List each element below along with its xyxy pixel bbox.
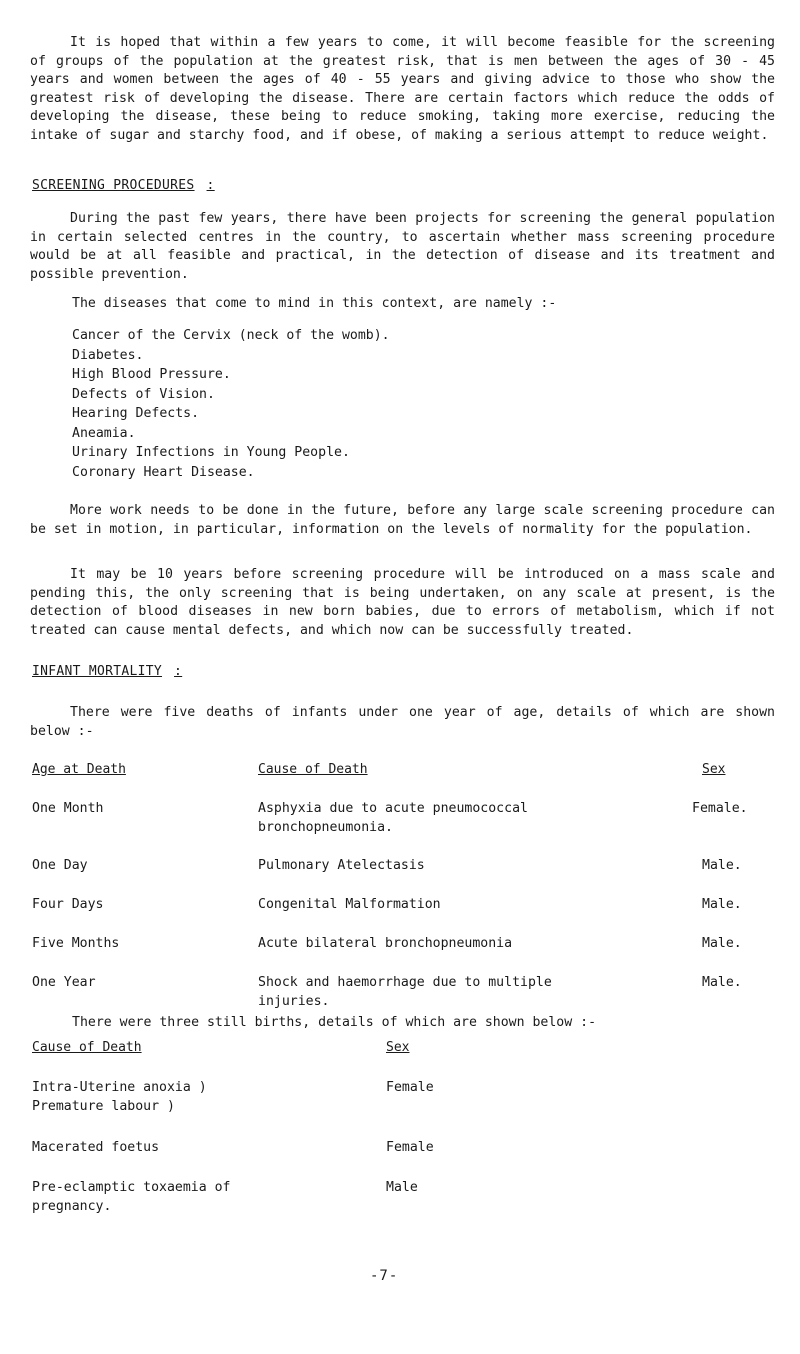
infant-age-cell: Five Months [32,936,120,951]
stillbirth-cause-cell: Intra-Uterine anoxia ) [32,1080,207,1095]
infant-sex-cell: Male. [702,975,742,990]
stillbirth-sex-cell: Male [386,1180,418,1195]
age-column-header: Age at Death [32,762,126,777]
stillbirth-cause-cell: Premature labour ) [32,1099,175,1114]
disease-item: High Blood Pressure. [72,367,231,382]
diseases-intro: The diseases that come to mind in this context, are namely :- [72,296,557,311]
infant-age-cell: One Year [32,975,96,990]
infant-heading-text: INFANT MORTALITY [32,664,163,679]
page-number: -7- [370,1268,399,1284]
stillbirth-sex-header: Sex [386,1040,410,1055]
disease-item: Urinary Infections in Young People. [72,445,350,460]
infant-age-cell: One Day [32,858,88,873]
infant-cause-cell: Shock and haemorrhage due to multiple injuries. [258,975,552,1009]
disease-item: Hearing Defects. [72,406,200,421]
infant-cause-cell: Asphyxia due to acute pneumococcal bronchopneumonia. [258,801,528,835]
ten-years-paragraph: It may be 10 years before screening procedure will be introduced on a mass scale and pending this, the only screening that is being undertaken, on any scale at present, is the detection of blood diseases in new born babies, due to errors of metabolism, which if not treated can cause mental defects, and which now can be successfully treated. [30,567,775,638]
disease-item: Coronary Heart Disease. [72,464,255,480]
infant-sex-cell: Male. [702,897,742,912]
infant-cause-cell: Acute bilateral bronchopneumonia [258,936,513,951]
screening-heading-text: SCREENING PROCEDURES [32,178,195,193]
stillbirth-sex-cell: Female [386,1080,434,1095]
disease-item: Defects of Vision. [72,386,215,402]
infant-age-cell: One Month [32,801,104,816]
stillbirth-cause-cell: Macerated foetus [32,1140,160,1155]
infant-cause-cell: Pulmonary Atelectasis [258,858,425,873]
sex-column-header: Sex [702,762,726,777]
infant-age-cell: Four Days [32,897,104,912]
infant-cause-cell: Congenital Malformation [258,897,441,912]
infant-intro-paragraph: There were five deaths of infants under one year of age, details of which are shown below :- [30,705,775,739]
opening-paragraph: It is hoped that within a few years to come, it will become feasible for the screening of groups of the population at the greatest risk, that is men between the ages of 30 - 45 years and women between the ages of 40 - 55 years and giving advice to those who show the greatest risk of developing the disease. There are certain factors which reduce the odds of developing the disease, these being to reduce smoking, taking more exercise, reducing the intake of sugar and starchy food, and if obese, of making a serious attempt to reduce weight. [30,35,775,143]
disease-item: Diabetes. [72,347,144,363]
stillbirth-sex-cell: Female [386,1140,434,1155]
stillbirth-intro: There were three still births, details of which are shown below :- [72,1015,597,1030]
more-work-paragraph: More work needs to be done in the future, before any large scale screening procedure can be set in motion, in particular, information on the levels of normality for the population. [30,503,775,537]
disease-item: Cancer of the Cervix (neck of the womb). [72,328,390,343]
screening-procedures-heading [32,178,215,193]
stillbirth-cause-header: Cause of Death [32,1040,142,1055]
disease-item: Aneamia. [72,425,136,441]
cause-column-header: Cause of Death [258,762,368,777]
infant-mortality-heading [32,664,182,679]
disease-list [72,326,390,482]
infant-sex-cell: Female. [692,801,748,816]
infant-sex-cell: Male. [702,936,742,951]
heading-colon: : [206,178,215,193]
heading-colon: : [174,664,183,679]
stillbirth-cause-cell: Pre-eclamptic toxaemia of pregnancy. [32,1180,231,1214]
infant-sex-cell: Male. [702,858,742,873]
screening-paragraph: During the past few years, there have been projects for screening the general population in certain selected centres in the country, to ascertain whether mass screening procedure would be at all feasible and practical, in the detection of disease and its treatment and possible prevention. [30,211,775,282]
